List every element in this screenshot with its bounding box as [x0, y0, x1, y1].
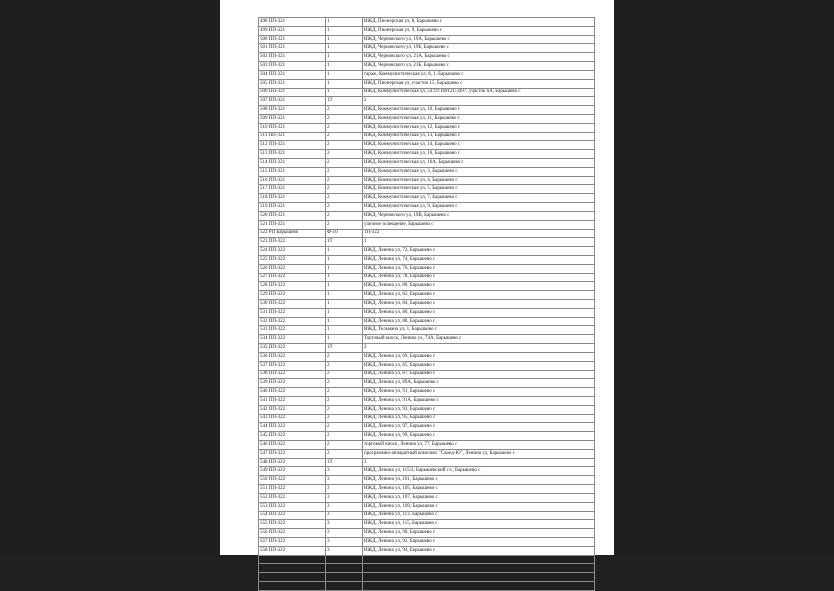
feeder-cell: 2	[326, 220, 363, 229]
table-row	[259, 35, 595, 44]
feeder-cell: 3	[326, 511, 363, 520]
table-row	[259, 291, 595, 300]
table-row	[259, 194, 595, 203]
row-number-cell: 516 ПП-321	[259, 176, 326, 185]
row-number-cell: 558 ПП-322	[259, 546, 326, 555]
row-number-cell: 502 ПП-321	[259, 53, 326, 62]
table-row	[259, 520, 595, 529]
feeder-cell: 2	[326, 388, 363, 397]
row-number-cell: 507 ПП-321	[259, 97, 326, 106]
row-number-cell: 519 ПП-321	[259, 203, 326, 212]
row-number-cell: 506 ПП-321	[259, 88, 326, 97]
feeder-cell: 3	[326, 546, 363, 555]
object-cell: ИЖД, Коммунистическая ул, 5, Барышево с	[363, 185, 595, 194]
feeder-cell: 3	[326, 573, 363, 582]
feeder-cell: 2	[326, 414, 363, 423]
feeder-cell: 3	[326, 485, 363, 494]
feeder-cell: 2	[326, 141, 363, 150]
object-cell: ИЖД, Черновского ул, 19Б, Барышево с	[363, 44, 595, 53]
row-number-cell: 498 ПП-321	[259, 18, 326, 27]
table-row	[259, 326, 595, 335]
table-row	[259, 273, 595, 282]
object-cell: ИЖД, Ленина ул, 87, Барышево с	[363, 370, 595, 379]
object-cell: ИЖД, Ленина ул, 109, Барышево с	[363, 502, 595, 511]
object-cell: ИЖД, Ленина ул, 76, Барышево с	[363, 264, 595, 273]
object-cell: гараж, Коммунистическая ул, 8, 1, Барышево с	[363, 70, 595, 79]
feeder-cell: 3	[326, 582, 363, 591]
table-row	[259, 247, 595, 256]
table-row	[259, 300, 595, 309]
object-cell: ИЖД, Черновского ул, 21Б, Барышево с	[363, 62, 595, 71]
object-cell: ИЖД, Коммунистическая ул, 12, Барышево с	[363, 123, 595, 132]
row-number-cell: 546 ПП-322	[259, 441, 326, 450]
feeder-cell: 2	[326, 379, 363, 388]
object-cell: ИЖД, Ленина ул, 91А, Барышево с	[363, 396, 595, 405]
viewer-background-left	[0, 0, 220, 555]
object-cell: ИЖД, Коммунистическая ул, 7, Барышево с	[363, 194, 595, 203]
feeder-cell: 2	[326, 396, 363, 405]
row-number-cell: 501 ПП-321	[259, 44, 326, 53]
object-cell: 1П-322	[363, 229, 595, 238]
object-cell: ИЖД, Ленина ул, 92, Барышево с	[363, 537, 595, 546]
feeder-cell: 1Т	[326, 238, 363, 247]
object-cell: уличное освещение, Барышево с	[363, 573, 595, 582]
table-row	[259, 255, 595, 264]
object-cell: ИЖД, Пионерская ул, 8, Барышево с	[363, 18, 595, 27]
row-number-cell: 550 ПП-322	[259, 476, 326, 485]
table-row	[259, 555, 595, 564]
row-number-cell: 555 ПП-322	[259, 520, 326, 529]
object-cell: ИЖД, Коммунистическая ул, 10, Барышево с	[363, 106, 595, 115]
table-row	[259, 141, 595, 150]
object-cell: ИЖД, Пионерская ул, участок 15, Барышево с	[363, 79, 595, 88]
row-number-cell: 560 ПП-322	[259, 564, 326, 573]
row-number-cell: 521 ПП-321	[259, 220, 326, 229]
table-row	[259, 379, 595, 388]
table-row	[259, 79, 595, 88]
feeder-cell: 1	[326, 291, 363, 300]
feeder-cell: 3	[326, 564, 363, 573]
row-number-cell: 553 ПП-322	[259, 502, 326, 511]
table-row	[259, 352, 595, 361]
row-number-cell: 557 ПП-322	[259, 537, 326, 546]
row-number-cell: 532 ПП-322	[259, 317, 326, 326]
table-row	[259, 308, 595, 317]
table-row	[259, 335, 595, 344]
object-cell: ИЖД, Ленина ул, 69, Барышево с	[363, 352, 595, 361]
row-number-cell: 510 ПП-321	[259, 123, 326, 132]
feeder-cell: 1	[326, 62, 363, 71]
table-row	[259, 467, 595, 476]
object-cell: ИЖД, Ленина ул, 82, Барышево с	[363, 291, 595, 300]
table-row	[259, 53, 595, 62]
table-row	[259, 220, 595, 229]
table-row	[259, 414, 595, 423]
feeder-cell: 1	[326, 335, 363, 344]
table-row	[259, 396, 595, 405]
object-cell: ИЖД, Черновского ул, 19В, Барышево с	[363, 211, 595, 220]
object-cell: ИЖД, Коммунистическая ул, 13, Барышево с	[363, 132, 595, 141]
row-number-cell: 500 ПП-321	[259, 35, 326, 44]
feeder-cell: 1	[326, 255, 363, 264]
object-cell: ИЖД, Ленина ул, 91, Барышево с	[363, 388, 595, 397]
row-number-cell: 509 ПП-321	[259, 114, 326, 123]
row-number-cell: 499 ПП-321	[259, 26, 326, 35]
row-number-cell: 531 ПП-322	[259, 308, 326, 317]
object-cell: ИЖД, Тельмана ул, 1, Барышево с	[363, 326, 595, 335]
document-table	[258, 17, 595, 591]
table-row	[259, 203, 595, 212]
feeder-cell: 2	[326, 185, 363, 194]
object-cell: ИЖД, Коммунистическая ул, 3, Барышево с	[363, 167, 595, 176]
row-number-cell: 549 ПП-322	[259, 467, 326, 476]
table-row	[259, 485, 595, 494]
feeder-cell: 2	[326, 114, 363, 123]
feeder-cell: 1	[326, 247, 363, 256]
row-number-cell: 529 ПП-322	[259, 291, 326, 300]
object-cell: ИЖД, Коммунистическая ул, 9, Барышево с	[363, 203, 595, 212]
feeder-cell: Ф-10	[326, 229, 363, 238]
object-cell: ИЖД, Ленина ул, 72, Барышево с	[363, 247, 595, 256]
feeder-cell: 1	[326, 44, 363, 53]
row-number-cell: 514 ПП-321	[259, 159, 326, 168]
feeder-cell: 3	[326, 476, 363, 485]
feeder-cell: 1	[326, 70, 363, 79]
row-number-cell: 548 ПП-322	[259, 458, 326, 467]
feeder-cell: 2	[326, 449, 363, 458]
row-number-cell: 517 ПП-321	[259, 185, 326, 194]
table-row	[259, 529, 595, 538]
feeder-cell: 1Т	[326, 458, 363, 467]
feeder-cell: 2	[326, 106, 363, 115]
object-cell: 2	[363, 344, 595, 353]
table-row	[259, 344, 595, 353]
table-row	[259, 132, 595, 141]
object-cell: торговый киоск, Ленина ул, 77, Барышево с	[363, 441, 595, 450]
feeder-cell: 1	[326, 317, 363, 326]
row-number-cell: 504 ПП-321	[259, 70, 326, 79]
table-row	[259, 26, 595, 35]
feeder-cell: 1	[326, 35, 363, 44]
feeder-cell: 1Т	[326, 344, 363, 353]
row-number-cell: 525 ПП-322	[259, 255, 326, 264]
object-cell: ИЖД, Черновского ул, 19А, Барышево с	[363, 35, 595, 44]
object-cell: ИЖД, Ленина ул, 88, Барышево с	[363, 317, 595, 326]
row-number-cell: 511 ПП-321	[259, 132, 326, 141]
row-number-cell: 515 ПП-321	[259, 167, 326, 176]
table-row	[259, 493, 595, 502]
object-cell: ИЖД, Ленина ул, 90, Барышево с	[363, 529, 595, 538]
document-page[interactable]	[220, 0, 614, 588]
feeder-cell: 2	[326, 423, 363, 432]
object-cell: уличное освещение, Барышево с	[363, 220, 595, 229]
row-number-cell: 541 ПП-322	[259, 396, 326, 405]
object-cell: ИЖД, Ленина ул, 115/2, Барышевский с/с, Барышево с	[363, 467, 595, 476]
feeder-cell: 2	[326, 123, 363, 132]
row-number-cell: 539 ПП-322	[259, 379, 326, 388]
object-cell: 2	[363, 97, 595, 106]
row-number-cell: 527 ПП-322	[259, 273, 326, 282]
table-row	[259, 458, 595, 467]
object-cell: ИЖД, Ленина ул, 115, Барышево с	[363, 520, 595, 529]
feeder-cell: 2	[326, 167, 363, 176]
feeder-cell: 2	[326, 432, 363, 441]
object-cell: ИЖД, Ленина ул, 107, Барышево с	[363, 493, 595, 502]
table-row	[259, 176, 595, 185]
feeder-cell: 3	[326, 493, 363, 502]
row-number-cell: 503 ПП-321	[259, 62, 326, 71]
table-row	[259, 388, 595, 397]
table-row	[259, 88, 595, 97]
row-number-cell: 543 ПП-322	[259, 414, 326, 423]
object-cell: ИЖД, Коммунистическая ул, 54:19:160121:3497, участок 6А, Барышево с	[363, 88, 595, 97]
feeder-cell: 1	[326, 326, 363, 335]
table-row	[259, 282, 595, 291]
row-number-cell: 544 ПП-322	[259, 423, 326, 432]
table-row	[259, 211, 595, 220]
table-row	[259, 150, 595, 159]
row-number-cell: 538 ПП-322	[259, 370, 326, 379]
object-cell: ИЖД, Ленина ул, 85, Барышево с	[363, 361, 595, 370]
feeder-cell: 1	[326, 308, 363, 317]
feeder-cell: 1	[326, 273, 363, 282]
row-number-cell: 561 ПП-322	[259, 573, 326, 582]
table-row	[259, 449, 595, 458]
feeder-cell: 1	[326, 264, 363, 273]
table-row	[259, 229, 595, 238]
object-cell: ИЖД, Коммунистическая ул, 4, Барышево с	[363, 176, 595, 185]
row-number-cell: 520 ПП-321	[259, 211, 326, 220]
row-number-cell: 508 ПП-321	[259, 106, 326, 115]
row-number-cell: 534 ПП-322	[259, 335, 326, 344]
row-number-cell: 559 ПП-322	[259, 555, 326, 564]
row-number-cell: 554 ПП-322	[259, 511, 326, 520]
object-cell: ИЖД, Ленина ул, 84, Барышево с	[363, 300, 595, 309]
feeder-cell: 2	[326, 194, 363, 203]
row-number-cell: 533 ПП-322	[259, 326, 326, 335]
row-number-cell: 540 ПП-322	[259, 388, 326, 397]
table-row	[259, 185, 595, 194]
row-number-cell: 512 ПП-321	[259, 141, 326, 150]
viewer-background-right	[614, 0, 834, 555]
object-cell: ИЖД, Ленина ул, 101, Барышево с	[363, 476, 595, 485]
table-row	[259, 167, 595, 176]
feeder-cell: 2	[326, 132, 363, 141]
object-cell: ИЖД, Коммунистическая ул, 16, Барышево с	[363, 150, 595, 159]
object-cell: программно-аппаратный комплекс "Скоед-Ю", Ленина ул, Барышево с	[363, 449, 595, 458]
feeder-cell: 1Т	[326, 97, 363, 106]
table-row	[259, 62, 595, 71]
table-row	[259, 70, 595, 79]
feeder-cell: 1	[326, 53, 363, 62]
table-row	[259, 441, 595, 450]
table-row	[259, 264, 595, 273]
feeder-cell: 2	[326, 405, 363, 414]
object-cell: ИЖД, Ленина ул, 80, Барышево с	[363, 282, 595, 291]
row-number-cell: 518 ПП-321	[259, 194, 326, 203]
object-cell: ИЖД, Коммунистическая ул, 11, Барышево с	[363, 114, 595, 123]
feeder-cell: 3	[326, 502, 363, 511]
object-cell: 1	[363, 238, 595, 247]
object-cell: ИЖД, Черновского ул, 21А, Барышево с	[363, 53, 595, 62]
table-row	[259, 238, 595, 247]
object-cell: Торговый киоск, Ленина ул, 74А, Барышево с	[363, 335, 595, 344]
table-row	[259, 405, 595, 414]
table-row	[259, 106, 595, 115]
object-cell: ИЖД, Ленина ул, 99, Барышево с	[363, 432, 595, 441]
row-number-cell: 556 ПП-322	[259, 529, 326, 538]
table-row	[259, 511, 595, 520]
feeder-cell: 2	[326, 211, 363, 220]
object-cell: ИЖД, Ленина ул, 96, Барышево с	[363, 555, 595, 564]
table-row	[259, 502, 595, 511]
feeder-cell: 1	[326, 26, 363, 35]
feeder-cell: 1	[326, 18, 363, 27]
row-number-cell: 551 ПП-322	[259, 485, 326, 494]
object-cell: ИЖД, Коммунистическая ул, 16А, Барышево с	[363, 159, 595, 168]
row-number-cell: 526 ПП-322	[259, 264, 326, 273]
object-cell: ИЖД, Ленина ул, 89А, Барышево с	[363, 379, 595, 388]
feeder-cell: 3	[326, 555, 363, 564]
feeder-cell: 2	[326, 441, 363, 450]
row-number-cell: 530 ПП-322	[259, 300, 326, 309]
table-row	[259, 370, 595, 379]
table-row	[259, 317, 595, 326]
table-row	[259, 423, 595, 432]
row-number-cell: 528 ПП-322	[259, 282, 326, 291]
table-row	[259, 123, 595, 132]
row-number-cell: 522 РП Барышево	[259, 229, 326, 238]
feeder-cell: 1	[326, 282, 363, 291]
table-row	[259, 476, 595, 485]
object-cell: 3	[363, 458, 595, 467]
row-number-cell: 537 ПП-322	[259, 361, 326, 370]
row-number-cell: 542 ПП-322	[259, 405, 326, 414]
feeder-cell: 1	[326, 88, 363, 97]
table-row	[259, 114, 595, 123]
feeder-cell: 2	[326, 176, 363, 185]
row-number-cell: 523 ПП-322	[259, 238, 326, 247]
row-number-cell: 545 ПП-322	[259, 432, 326, 441]
table-row	[259, 44, 595, 53]
feeder-cell: 2	[326, 352, 363, 361]
table-row	[259, 537, 595, 546]
object-cell: ИЖД, Ленина ул, 98, Барышево с	[363, 564, 595, 573]
table-row	[259, 564, 595, 573]
table-row	[259, 18, 595, 27]
object-cell: ИЖД, Ленина ул, 78, Барышево с	[363, 273, 595, 282]
row-number-cell: 547 ПП-322	[259, 449, 326, 458]
feeder-cell: 2	[326, 370, 363, 379]
feeder-cell: 3	[326, 537, 363, 546]
object-cell: ИЖД, Коммунистическая ул, 14, Барышево с	[363, 141, 595, 150]
table-row	[259, 546, 595, 555]
feeder-cell: 2	[326, 203, 363, 212]
object-cell: ИЖД, Ленина ул, 94, Барышево с	[363, 546, 595, 555]
table-row	[259, 573, 595, 582]
object-cell: ИЖД, Ленина ул, 74, Барышево с	[363, 255, 595, 264]
object-cell: ИЖД, Пионерская ул, 9, Барышево с	[363, 26, 595, 35]
object-cell: Антенна	[363, 582, 595, 591]
row-number-cell: 552 ПП-322	[259, 493, 326, 502]
row-number-cell: 505 ПП-321	[259, 79, 326, 88]
feeder-cell: 3	[326, 467, 363, 476]
table-row	[259, 159, 595, 168]
feeder-cell: 2	[326, 159, 363, 168]
row-number-cell: 535 ПП-322	[259, 344, 326, 353]
feeder-cell: 3	[326, 520, 363, 529]
object-cell: ИЖД, Ленина ул, 95, Барышево с	[363, 414, 595, 423]
object-cell: ИЖД, Ленина ул, 97, Барышево с	[363, 423, 595, 432]
row-number-cell: 562 ПП-322	[259, 582, 326, 591]
feeder-cell: 3	[326, 529, 363, 538]
row-number-cell: 524 ПП-322	[259, 247, 326, 256]
row-number-cell: 536 ПП-322	[259, 352, 326, 361]
object-cell: ИЖД, Ленина ул, 105, Барышево с	[363, 485, 595, 494]
table-row	[259, 97, 595, 106]
object-cell: ИЖД, Ленина ул, 86, Барышево с	[363, 308, 595, 317]
feeder-cell: 2	[326, 361, 363, 370]
feeder-cell: 1	[326, 300, 363, 309]
object-cell: ИЖД, Ленина ул, 93, Барышево с	[363, 405, 595, 414]
table-row	[259, 582, 595, 591]
table-row	[259, 361, 595, 370]
object-cell: ИЖД, Ленина ул, 113, Барышево с	[363, 511, 595, 520]
table-row	[259, 432, 595, 441]
feeder-cell: 1	[326, 79, 363, 88]
feeder-cell: 2	[326, 150, 363, 159]
row-number-cell: 513 ПП-321	[259, 150, 326, 159]
